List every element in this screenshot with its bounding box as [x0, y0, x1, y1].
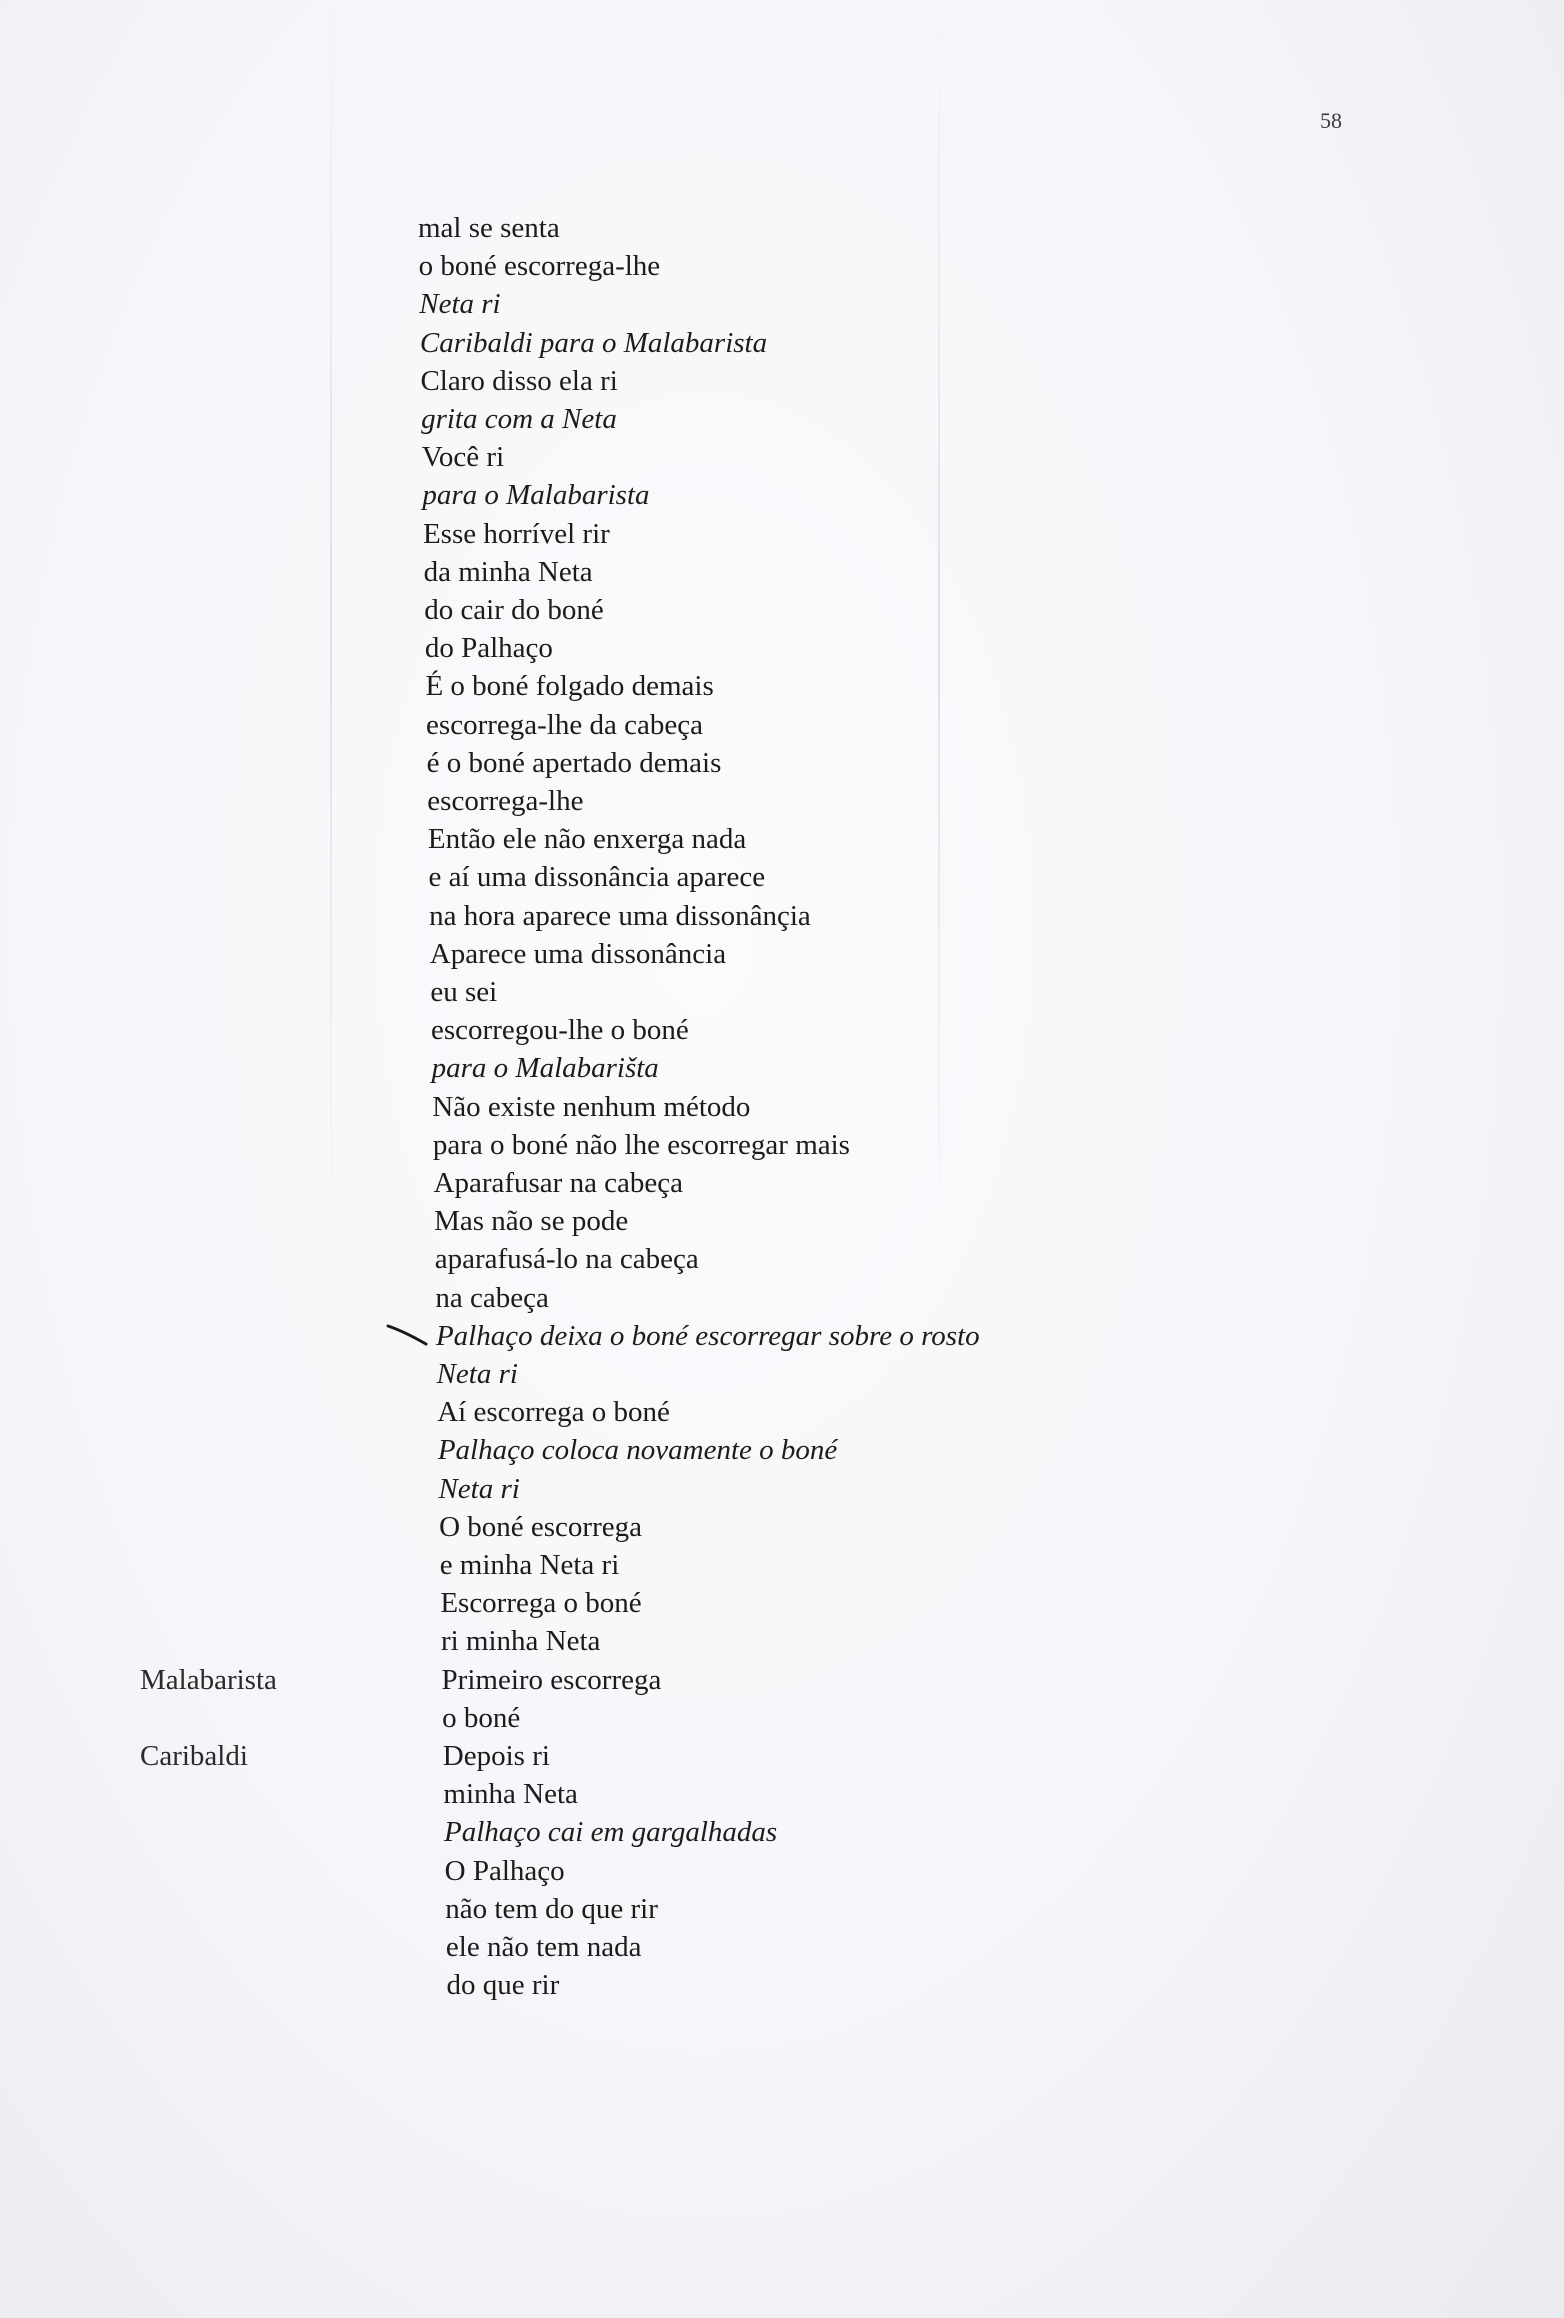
- verse-line: Aparafusar na cabeça: [433, 1167, 684, 1199]
- verse-line: Claro disso ela ri: [420, 364, 618, 397]
- verse-line: é o boné apertado demais: [426, 746, 722, 779]
- stage-direction: Caribaldi para o Malabarista: [419, 326, 768, 359]
- verse-line: Esse horrível rir: [422, 517, 610, 550]
- stage-direction: Neta ri: [419, 288, 501, 321]
- verse-line: O Palhaço: [444, 1854, 565, 1887]
- stage-direction: Palhaço cai em gargalhadas: [444, 1816, 778, 1849]
- stage-direction: Neta ri: [438, 1472, 520, 1505]
- verse-line: não tem do que rir: [445, 1892, 658, 1925]
- verse-line: na cabeça: [435, 1281, 549, 1314]
- stage-direction: grita com a Neta: [421, 403, 617, 435]
- page-number: 58: [1320, 108, 1342, 133]
- verse-line: minha Neta: [443, 1778, 578, 1811]
- verse-line: É o boné folgado demais: [425, 670, 714, 703]
- speaker-name: Caribaldi: [140, 1740, 248, 1772]
- verse-line: escorrega-lhe da cabeça: [426, 708, 703, 741]
- page-fold-crease: [330, 0, 332, 1250]
- verse-line: do Palhaço: [424, 632, 553, 665]
- verse-line: Depois ri: [442, 1740, 550, 1772]
- verse-line: Primeiro escorrega: [441, 1663, 662, 1696]
- verse-line: para o boné não lhe escorregar mais: [432, 1128, 850, 1161]
- stage-direction: para o Malabarišta: [431, 1052, 659, 1085]
- verse-line: Mas não se pode: [434, 1205, 629, 1238]
- verse-line: Aí escorrega o boné: [437, 1396, 670, 1429]
- verse-line: na hora aparece uma dissonânçia: [429, 899, 811, 932]
- verse-line: ri minha Neta: [440, 1625, 601, 1658]
- verse-line: Aparece uma dissonância: [429, 937, 727, 970]
- verse-line: Não existe nenhum método: [432, 1090, 751, 1123]
- verse-line: Escorrega o boné: [440, 1587, 642, 1620]
- verse-line: o boné: [442, 1701, 521, 1734]
- verse-line: do cair do boné: [424, 594, 604, 626]
- verse-line: escorrega-lhe: [427, 785, 584, 817]
- verse-line: Você ri: [421, 441, 505, 474]
- check-mark-icon: [386, 1322, 430, 1346]
- verse-line: escorregou-lhe o boné: [431, 1014, 689, 1047]
- verse-line: eu sei: [430, 976, 498, 1008]
- verse-line: da minha Neta: [423, 555, 593, 588]
- verse-line: e minha Neta ri: [439, 1549, 620, 1581]
- stage-direction: Palhaço deixa o boné escorregar sobre o rosto: [435, 1319, 980, 1352]
- page-fold-crease: [938, 0, 940, 1250]
- speaker-name: Malabarista: [140, 1663, 277, 1696]
- verse-line: aparafusá-lo na cabeça: [434, 1243, 699, 1276]
- verse-line: do que rir: [446, 1969, 560, 2002]
- verse-line: Então ele não enxerga nada: [427, 823, 747, 856]
- stage-direction: para o Malabarista: [422, 479, 650, 512]
- verse-line: mal se senta: [418, 212, 560, 244]
- stage-direction: Neta ri: [436, 1358, 518, 1390]
- verse-line: O boné escorrega: [439, 1510, 642, 1543]
- stage-direction: Palhaço coloca novamente o boné: [437, 1434, 838, 1467]
- verse-line: o boné escorrega-lhe: [418, 250, 661, 283]
- verse-line: ele não tem nada: [445, 1931, 642, 1963]
- verse-line: e aí uma dissonância aparece: [428, 861, 766, 894]
